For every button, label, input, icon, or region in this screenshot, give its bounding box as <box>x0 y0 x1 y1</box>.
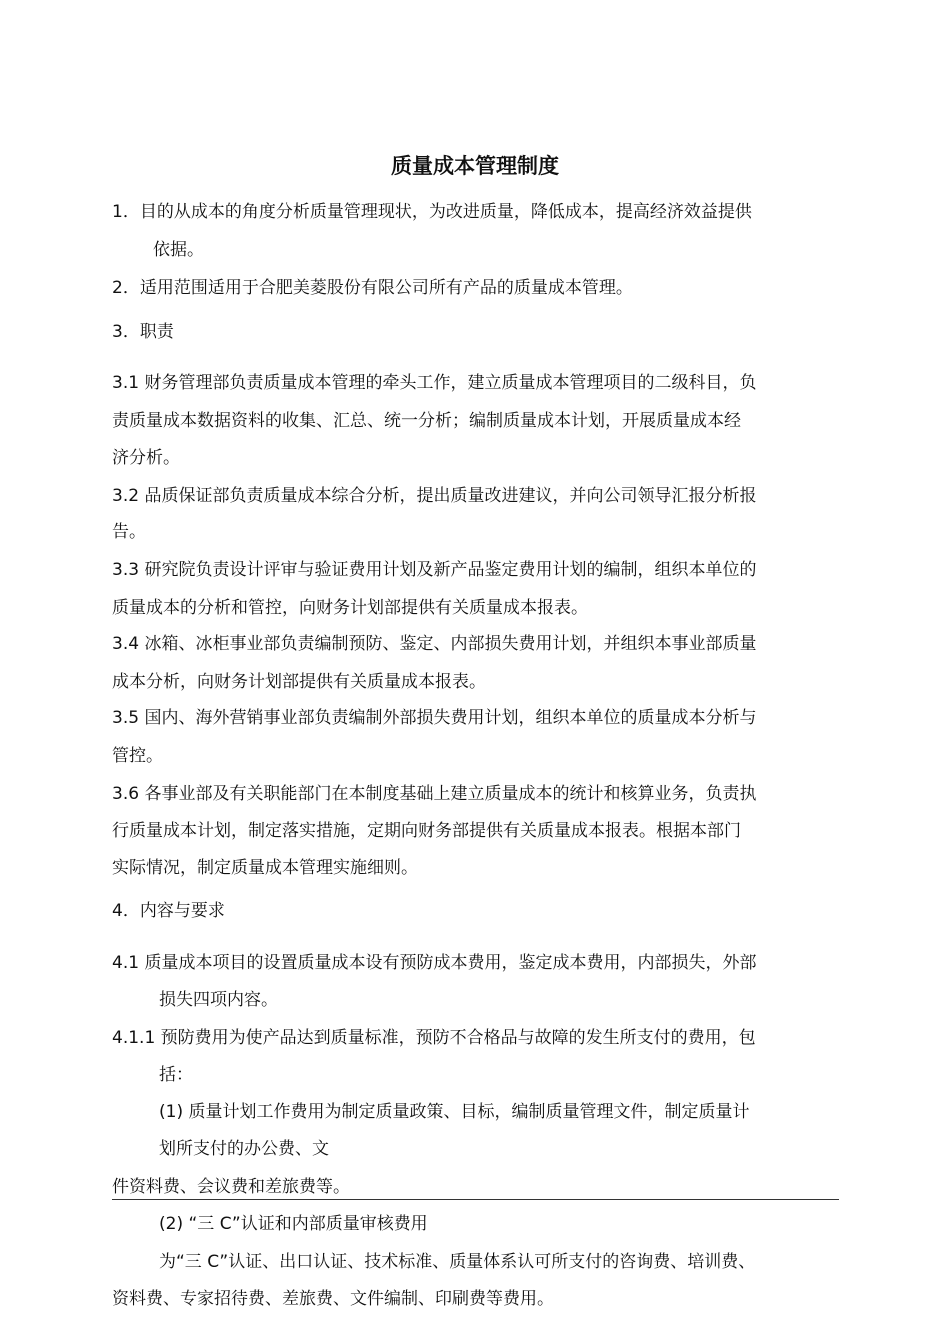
text-line: 为“三 C”认证、出口认证、技术标准、质量体系认可所支付的咨询费、培训费、 <box>159 1252 756 1272</box>
text-line: 3.5 国内、海外营销事业部负责编制外部损失费用计划，组织本单位的质量成本分析与 <box>112 708 757 728</box>
text-line: (1) 质量计划工作费用为制定质量政策、目标，编制质量管理文件，制定质量计 <box>159 1102 750 1122</box>
text-line: 3.3 研究院负责设计评审与验证费用计划及新产品鉴定费用计划的编制，组织本单位的 <box>112 560 757 580</box>
text-line: 3.6 各事业部及有关职能部门在本制度基础上建立质量成本的统计和核算业务，负责执 <box>112 784 757 804</box>
text-line: 3.1 财务管理部负责质量成本管理的牵头工作，建立质量成本管理项目的二级科目，负 <box>112 373 757 393</box>
text-line: 资料费、专家招待费、差旅费、文件编制、印刷费等费用。 <box>112 1289 554 1309</box>
text-line: 2．适用范围适用于合肥美菱股份有限公司所有产品的质量成本管理。 <box>112 278 633 298</box>
text-line: 管控。 <box>112 746 163 766</box>
text-line: (2) “三 C”认证和内部质量审核费用 <box>159 1214 428 1234</box>
text-line: 1．目的从成本的角度分析质量管理现状，为改进质量，降低成本，提高经济效益提供 <box>112 202 752 222</box>
text-line: 责质量成本数据资料的收集、汇总、统一分析；编制质量成本计划，开展质量成本经 <box>112 411 741 431</box>
text-line: 3.4 冰箱、冰柜事业部负责编制预防、鉴定、内部损失费用计划，并组织本事业部质量 <box>112 634 757 654</box>
text-line: 3．职责 <box>112 322 174 342</box>
text-line: 划所支付的办公费、文 <box>159 1139 329 1159</box>
text-line: 依据。 <box>153 240 204 260</box>
divider-line <box>112 1199 839 1200</box>
text-line: 件资料费、会议费和差旅费等。 <box>112 1177 350 1197</box>
text-line: 质量成本的分析和管控，向财务计划部提供有关质量成本报表。 <box>112 598 588 618</box>
text-line: 4．内容与要求 <box>112 901 225 921</box>
text-line: 括： <box>159 1065 193 1085</box>
text-line: 告。 <box>112 522 146 542</box>
text-line: 济分析。 <box>112 448 180 468</box>
text-line: 3.2 品质保证部负责质量成本综合分析，提出质量改进建议，并向公司领导汇报分析报 <box>112 486 757 506</box>
text-line: 成本分析，向财务计划部提供有关质量成本报表。 <box>112 672 486 692</box>
text-line: 行质量成本计划，制定落实措施，定期向财务部提供有关质量成本报表。根据本部门 <box>112 821 741 841</box>
text-line: 实际情况，制定质量成本管理实施细则。 <box>112 858 418 878</box>
text-line: 损失四项内容。 <box>159 990 278 1010</box>
page-title: 质量成本管理制度 <box>391 154 559 178</box>
text-line: 4.1 质量成本项目的设置质量成本设有预防成本费用，鉴定成本费用，内部损失，外部 <box>112 953 757 973</box>
text-line: 4.1.1 预防费用为使产品达到质量标准，预防不合格品与故障的发生所支付的费用，包 <box>112 1028 756 1048</box>
